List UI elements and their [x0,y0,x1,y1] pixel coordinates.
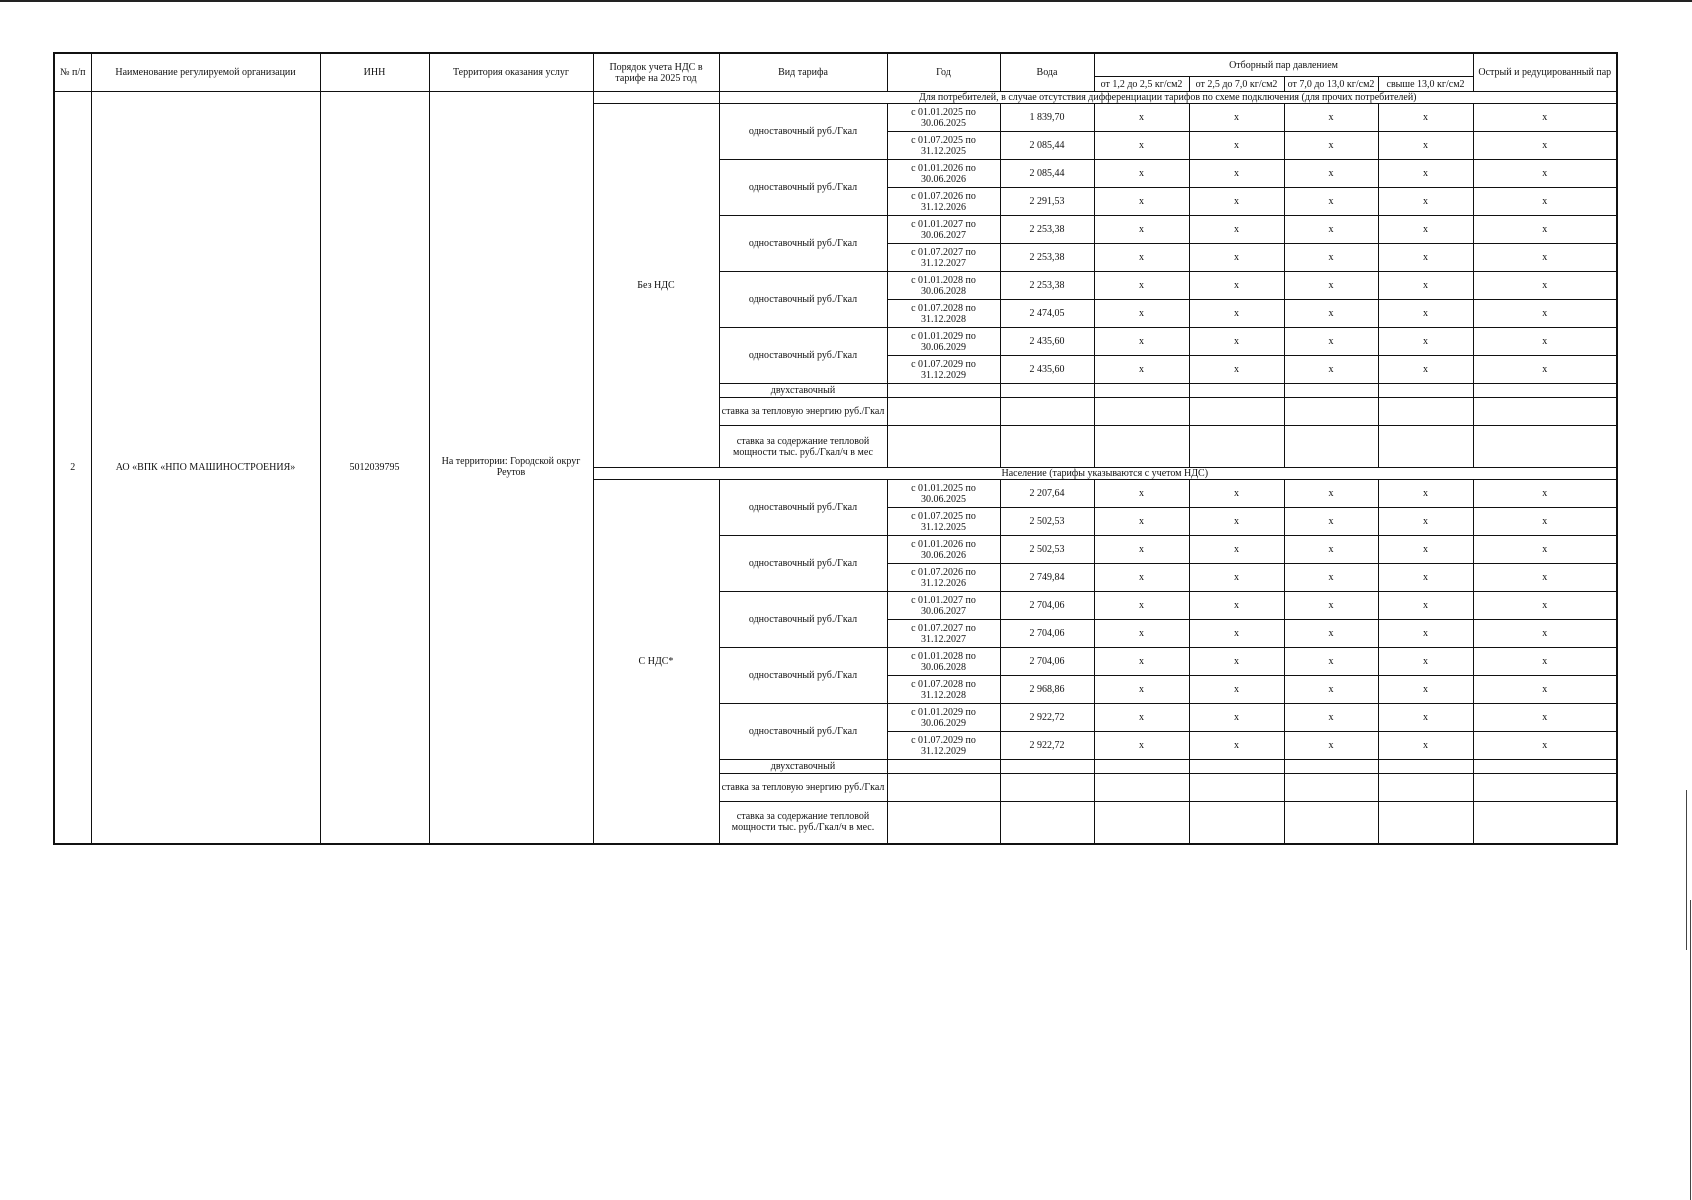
empty-cell [1189,760,1284,774]
x-mark: x [1473,732,1617,760]
empty-cell [1284,426,1378,468]
x-mark: x [1378,300,1473,328]
x-mark: x [1284,244,1378,272]
empty-cell [1094,774,1189,802]
rate-energy-label: ставка за тепловую энергию руб./Гкал [719,774,887,802]
period-cell: с 01.07.2025 по 31.12.2025 [887,132,1000,160]
water-value: 2 435,60 [1000,356,1094,384]
empty-cell [887,398,1000,426]
tariff-sheet [53,52,1618,845]
tariff-table [53,52,1618,845]
empty-cell [1000,426,1094,468]
water-value: 2 253,38 [1000,244,1094,272]
x-mark: x [1378,592,1473,620]
x-mark: x [1094,732,1189,760]
empty-cell [1189,774,1284,802]
x-mark: x [1284,328,1378,356]
empty-cell [1473,398,1617,426]
period-cell: с 01.07.2029 по 31.12.2029 [887,732,1000,760]
x-mark: x [1473,356,1617,384]
x-mark: x [1378,536,1473,564]
water-value: 2 922,72 [1000,732,1094,760]
header-tariff-kind: Вид тарифа [719,53,887,92]
x-mark: x [1189,592,1284,620]
empty-cell [1473,384,1617,398]
period-cell: с 01.07.2026 по 31.12.2026 [887,188,1000,216]
x-mark: x [1473,564,1617,592]
empty-cell [1473,426,1617,468]
x-mark: x [1189,160,1284,188]
scan-edge-mark [1690,900,1691,1200]
x-mark: x [1284,216,1378,244]
x-mark: x [1378,356,1473,384]
header-org: Наименование регулируемой организации [91,53,320,92]
x-mark: x [1094,564,1189,592]
empty-cell [1284,384,1378,398]
water-value: 2 704,06 [1000,648,1094,676]
tariff-kind-label: одноставочный руб./Гкал [719,592,887,648]
empty-cell [1284,802,1378,844]
period-cell: с 01.01.2028 по 30.06.2028 [887,272,1000,300]
x-mark: x [1378,188,1473,216]
x-mark: x [1378,676,1473,704]
x-mark: x [1284,704,1378,732]
water-value: 2 253,38 [1000,272,1094,300]
empty-cell [1378,760,1473,774]
x-mark: x [1284,300,1378,328]
x-mark: x [1378,272,1473,300]
x-mark: x [1284,160,1378,188]
water-value: 2 749,84 [1000,564,1094,592]
x-mark: x [1473,188,1617,216]
empty-cell [1000,802,1094,844]
x-mark: x [1473,132,1617,160]
empty-cell [1094,802,1189,844]
water-value: 2 207,64 [1000,480,1094,508]
header-vat-order: Порядок учета НДС в тарифе на 2025 год [593,53,719,92]
x-mark: x [1284,620,1378,648]
x-mark: x [1473,592,1617,620]
water-value: 2 502,53 [1000,536,1094,564]
x-mark: x [1378,648,1473,676]
x-mark: x [1378,244,1473,272]
x-mark: x [1094,704,1189,732]
x-mark: x [1189,648,1284,676]
water-value: 2 474,05 [1000,300,1094,328]
period-cell: с 01.01.2029 по 30.06.2029 [887,328,1000,356]
x-mark: x [1378,564,1473,592]
period-cell: с 01.07.2027 по 31.12.2027 [887,244,1000,272]
x-mark: x [1094,508,1189,536]
empty-cell [887,774,1000,802]
x-mark: x [1094,104,1189,132]
empty-cell [1000,774,1094,802]
empty-cell [1094,384,1189,398]
tariff-kind-label: одноставочный руб./Гкал [719,104,887,160]
tariff-kind-label: одноставочный руб./Гкал [719,328,887,384]
x-mark: x [1378,160,1473,188]
x-mark: x [1284,592,1378,620]
x-mark: x [1189,564,1284,592]
vat-order-value: С НДС* [593,480,719,844]
x-mark: x [1284,508,1378,536]
x-mark: x [1473,676,1617,704]
x-mark: x [1473,160,1617,188]
x-mark: x [1284,188,1378,216]
x-mark: x [1378,104,1473,132]
header-inn: ИНН [320,53,429,92]
period-cell: с 01.01.2026 по 30.06.2026 [887,160,1000,188]
two-part-label: двухставочный [719,384,887,398]
x-mark: x [1284,356,1378,384]
water-value: 2 704,06 [1000,592,1094,620]
rate-capacity-label: ставка за содержание тепловой мощности тыс. руб./Гкал/ч в мес [719,426,887,468]
x-mark: x [1378,328,1473,356]
x-mark: x [1284,564,1378,592]
x-mark: x [1094,592,1189,620]
header-year: Год [887,53,1000,92]
water-value: 1 839,70 [1000,104,1094,132]
x-mark: x [1189,480,1284,508]
x-mark: x [1094,272,1189,300]
header-pressure-4: свыше 13,0 кг/см2 [1378,77,1473,92]
water-value: 2 968,86 [1000,676,1094,704]
x-mark: x [1094,356,1189,384]
x-mark: x [1189,132,1284,160]
tariff-kind-label: одноставочный руб./Гкал [719,160,887,216]
header-pressure-3: от 7,0 до 13,0 кг/см2 [1284,77,1378,92]
period-cell: с 01.01.2027 по 30.06.2027 [887,592,1000,620]
period-cell: с 01.07.2027 по 31.12.2027 [887,620,1000,648]
empty-cell [1473,774,1617,802]
x-mark: x [1094,244,1189,272]
x-mark: x [1189,536,1284,564]
x-mark: x [1284,536,1378,564]
x-mark: x [1473,536,1617,564]
x-mark: x [1378,508,1473,536]
empty-cell [1094,426,1189,468]
x-mark: x [1189,704,1284,732]
empty-cell [1189,384,1284,398]
scan-top-border [0,0,1692,2]
x-mark: x [1189,104,1284,132]
period-cell: с 01.07.2029 по 31.12.2029 [887,356,1000,384]
x-mark: x [1094,676,1189,704]
period-cell: с 01.01.2025 по 30.06.2025 [887,480,1000,508]
vat-spacer [593,92,719,104]
x-mark: x [1473,648,1617,676]
empty-cell [1378,426,1473,468]
rate-capacity-label: ставка за содержание тепловой мощности тыс. руб./Гкал/ч в мес. [719,802,887,844]
x-mark: x [1473,104,1617,132]
x-mark: x [1189,216,1284,244]
water-value: 2 435,60 [1000,328,1094,356]
x-mark: x [1094,216,1189,244]
header-num: № п/п [54,53,91,92]
x-mark: x [1189,328,1284,356]
tariff-kind-label: одноставочный руб./Гкал [719,480,887,536]
x-mark: x [1284,732,1378,760]
empty-cell [1378,802,1473,844]
x-mark: x [1378,480,1473,508]
x-mark: x [1189,676,1284,704]
x-mark: x [1094,160,1189,188]
period-cell: с 01.01.2025 по 30.06.2025 [887,104,1000,132]
empty-cell [1378,398,1473,426]
x-mark: x [1094,188,1189,216]
rate-energy-label: ставка за тепловую энергию руб./Гкал [719,398,887,426]
empty-cell [1284,760,1378,774]
section-title: Население (тарифы указываются с учетом НДС) [593,468,1617,480]
row-num: 2 [54,92,91,844]
header-steam-group: Отборный пар давлением [1094,53,1473,77]
header-sharp-steam: Острый и редуцированный пар [1473,53,1617,92]
tariff-kind-label: одноставочный руб./Гкал [719,536,887,592]
tariff-kind-label: одноставочный руб./Гкал [719,648,887,704]
period-cell: с 01.01.2028 по 30.06.2028 [887,648,1000,676]
header-pressure-2: от 2,5 до 7,0 кг/см2 [1189,77,1284,92]
x-mark: x [1473,244,1617,272]
section-title: Для потребителей, в случае отсутствия дифференциации тарифов по схеме подключения (для прочих потребителей) [719,92,1617,104]
empty-cell [1473,760,1617,774]
x-mark: x [1473,300,1617,328]
empty-cell [1189,426,1284,468]
header-water: Вода [1000,53,1094,92]
empty-cell [887,384,1000,398]
x-mark: x [1284,104,1378,132]
period-cell: с 01.01.2027 по 30.06.2027 [887,216,1000,244]
x-mark: x [1473,328,1617,356]
empty-cell [1284,398,1378,426]
header-territory: Территория оказания услуг [429,53,593,92]
tariff-kind-label: одноставочный руб./Гкал [719,704,887,760]
x-mark: x [1189,244,1284,272]
x-mark: x [1094,620,1189,648]
x-mark: x [1378,132,1473,160]
x-mark: x [1284,676,1378,704]
x-mark: x [1473,272,1617,300]
empty-cell [1378,384,1473,398]
water-value: 2 704,06 [1000,620,1094,648]
x-mark: x [1473,620,1617,648]
inn-value: 5012039795 [320,92,429,844]
water-value: 2 085,44 [1000,160,1094,188]
water-value: 2 253,38 [1000,216,1094,244]
header-pressure-1: от 1,2 до 2,5 кг/см2 [1094,77,1189,92]
x-mark: x [1189,300,1284,328]
period-cell: с 01.07.2025 по 31.12.2025 [887,508,1000,536]
empty-cell [1189,802,1284,844]
x-mark: x [1473,508,1617,536]
water-value: 2 502,53 [1000,508,1094,536]
tariff-kind-label: одноставочный руб./Гкал [719,216,887,272]
x-mark: x [1189,356,1284,384]
empty-cell [1284,774,1378,802]
empty-cell [887,802,1000,844]
empty-cell [1378,774,1473,802]
vat-order-value: Без НДС [593,104,719,468]
scan-edge-mark [1686,790,1687,950]
empty-cell [1473,802,1617,844]
x-mark: x [1378,620,1473,648]
period-cell: с 01.01.2029 по 30.06.2029 [887,704,1000,732]
org-name: АО «ВПК «НПО МАШИНОСТРОЕНИЯ» [91,92,320,844]
x-mark: x [1094,480,1189,508]
x-mark: x [1473,480,1617,508]
water-value: 2 085,44 [1000,132,1094,160]
x-mark: x [1189,272,1284,300]
x-mark: x [1094,328,1189,356]
water-value: 2 291,53 [1000,188,1094,216]
x-mark: x [1189,188,1284,216]
empty-cell [1000,760,1094,774]
x-mark: x [1094,536,1189,564]
period-cell: с 01.07.2028 по 31.12.2028 [887,300,1000,328]
x-mark: x [1094,300,1189,328]
x-mark: x [1284,480,1378,508]
x-mark: x [1284,272,1378,300]
empty-cell [1000,398,1094,426]
empty-cell [1094,760,1189,774]
x-mark: x [1378,704,1473,732]
period-cell: с 01.07.2028 по 31.12.2028 [887,676,1000,704]
x-mark: x [1378,216,1473,244]
x-mark: x [1094,648,1189,676]
x-mark: x [1094,132,1189,160]
empty-cell [887,760,1000,774]
two-part-label: двухставочный [719,760,887,774]
territory-value: На территории: Городской округ Реутов [429,92,593,844]
x-mark: x [1284,132,1378,160]
tariff-kind-label: одноставочный руб./Гкал [719,272,887,328]
x-mark: x [1378,732,1473,760]
empty-cell [1189,398,1284,426]
period-cell: с 01.07.2026 по 31.12.2026 [887,564,1000,592]
period-cell: с 01.01.2026 по 30.06.2026 [887,536,1000,564]
water-value: 2 922,72 [1000,704,1094,732]
empty-cell [887,426,1000,468]
x-mark: x [1189,508,1284,536]
x-mark: x [1284,648,1378,676]
x-mark: x [1189,620,1284,648]
empty-cell [1094,398,1189,426]
x-mark: x [1189,732,1284,760]
empty-cell [1000,384,1094,398]
x-mark: x [1473,216,1617,244]
x-mark: x [1473,704,1617,732]
